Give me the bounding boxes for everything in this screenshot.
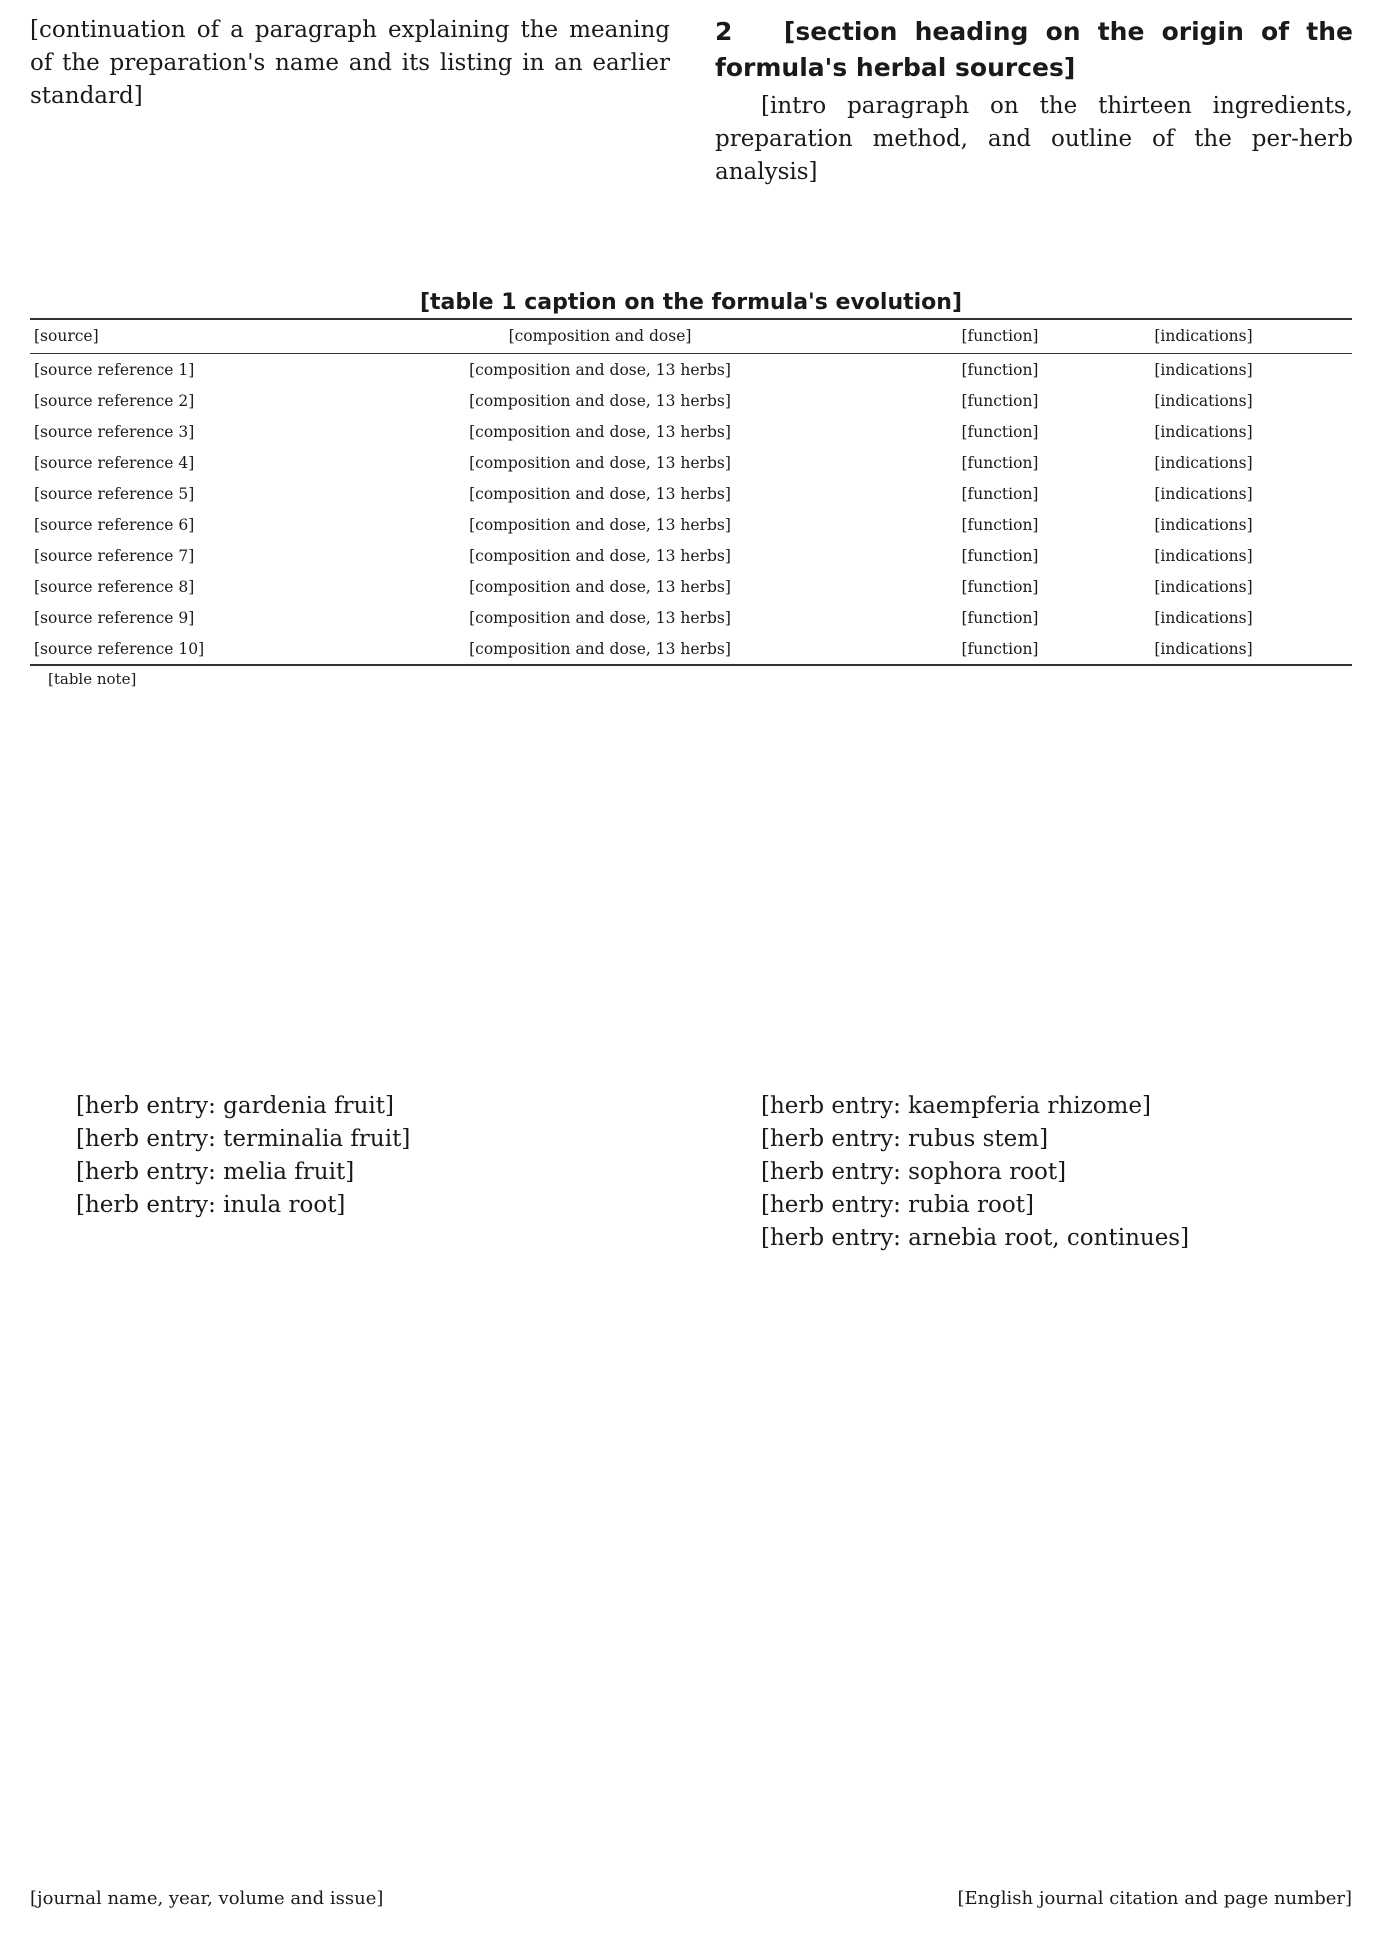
herb-entry: [herb entry: arnebia root, continues]: [761, 1225, 1190, 1251]
cell-composition: [composition and dose, 13 herbs]: [469, 609, 731, 627]
cell-composition: [composition and dose, 13 herbs]: [469, 547, 731, 565]
herb-entry: [herb entry: terminalia fruit]: [76, 1126, 411, 1152]
table-note: [table note]: [48, 670, 137, 688]
footer-journal-en: [English journal citation and page number]: [957, 1888, 1352, 1909]
top-left-column: [30, 14, 670, 113]
cell-indications: [indications]: [1154, 547, 1253, 565]
cell-function: [function]: [961, 485, 1039, 503]
cell-composition: [composition and dose, 13 herbs]: [469, 640, 731, 658]
cell-composition: [composition and dose, 13 herbs]: [469, 454, 731, 472]
cell-indications: [indications]: [1154, 361, 1253, 379]
header-function: [function]: [961, 327, 1039, 345]
cell-composition: [composition and dose, 13 herbs]: [469, 516, 731, 534]
table-row: [30, 571, 1352, 602]
cell-composition: [composition and dose, 13 herbs]: [469, 485, 731, 503]
cell-indications: [indications]: [1154, 640, 1253, 658]
cell-function: [function]: [961, 516, 1039, 534]
table-row: [30, 478, 1352, 509]
cell-source: [source reference 2]: [34, 392, 195, 410]
section-heading: [715, 14, 1353, 86]
cell-function: [function]: [961, 454, 1039, 472]
cell-indications: [indications]: [1154, 454, 1253, 472]
table-header-row: [30, 319, 1352, 354]
table-row: [30, 385, 1352, 416]
cell-function: [function]: [961, 361, 1039, 379]
cell-composition: [composition and dose, 13 herbs]: [469, 423, 731, 441]
table-row: [30, 540, 1352, 571]
cell-source: [source reference 7]: [34, 547, 195, 565]
table-row: [30, 416, 1352, 447]
cell-indications: [indications]: [1154, 392, 1253, 410]
cell-composition: [composition and dose, 13 herbs]: [469, 361, 731, 379]
cell-function: [function]: [961, 609, 1039, 627]
cell-composition: [composition and dose, 13 herbs]: [469, 392, 731, 410]
herb-entry: [herb entry: sophora root]: [761, 1159, 1067, 1185]
header-indications: [indications]: [1154, 327, 1253, 345]
footer-journal-cn: [journal name, year, volume and issue]: [30, 1888, 384, 1909]
top-right-column: [715, 14, 1353, 189]
cell-indications: [indications]: [1154, 578, 1253, 596]
table-row: [30, 633, 1352, 665]
cell-function: [function]: [961, 423, 1039, 441]
herb-entry: [herb entry: gardenia fruit]: [76, 1093, 394, 1119]
table-row: [30, 602, 1352, 633]
table-row: [30, 447, 1352, 478]
herb-entry: [herb entry: rubus stem]: [761, 1126, 1049, 1152]
top-right-paragraph: [intro paragraph on the thirteen ingredients, preparation method, and outline of the per-herb analysis]: [715, 93, 1353, 185]
section-title: [section heading on the origin of the formula's herbal sources]: [715, 17, 1353, 82]
table-row: [30, 354, 1352, 386]
bottom-left-column: [30, 1090, 672, 1222]
bottom-right-column: [715, 1090, 1353, 1255]
cell-source: [source reference 4]: [34, 454, 195, 472]
history-table: [30, 318, 1352, 666]
cell-source: [source reference 6]: [34, 516, 195, 534]
cell-source: [source reference 5]: [34, 485, 195, 503]
header-composition: [composition and dose]: [508, 327, 692, 345]
table-block: [30, 288, 1352, 692]
header-source: [source]: [34, 327, 99, 345]
table-caption: [table 1 caption on the formula's evolution]: [419, 290, 963, 315]
herb-entry: [herb entry: melia fruit]: [76, 1159, 355, 1185]
cell-indications: [indications]: [1154, 516, 1253, 534]
cell-function: [function]: [961, 392, 1039, 410]
table-row: [30, 509, 1352, 540]
cell-source: [source reference 8]: [34, 578, 195, 596]
cell-source: [source reference 9]: [34, 609, 195, 627]
herb-entry: [herb entry: inula root]: [76, 1192, 346, 1218]
herb-entry: [herb entry: rubia root]: [761, 1192, 1034, 1218]
cell-source: [source reference 1]: [34, 361, 195, 379]
cell-function: [function]: [961, 547, 1039, 565]
cell-indications: [indications]: [1154, 485, 1253, 503]
cell-composition: [composition and dose, 13 herbs]: [469, 578, 731, 596]
cell-function: [function]: [961, 640, 1039, 658]
cell-source: [source reference 10]: [34, 640, 205, 658]
cell-indications: [indications]: [1154, 423, 1253, 441]
top-left-paragraph: [continuation of a paragraph explaining the meaning of the preparation's name and its listing in an earlier standard]: [30, 17, 670, 109]
section-number: 2: [715, 17, 733, 46]
cell-function: [function]: [961, 578, 1039, 596]
cell-source: [source reference 3]: [34, 423, 195, 441]
herb-entry: [herb entry: kaempferia rhizome]: [761, 1093, 1151, 1119]
cell-indications: [indications]: [1154, 609, 1253, 627]
